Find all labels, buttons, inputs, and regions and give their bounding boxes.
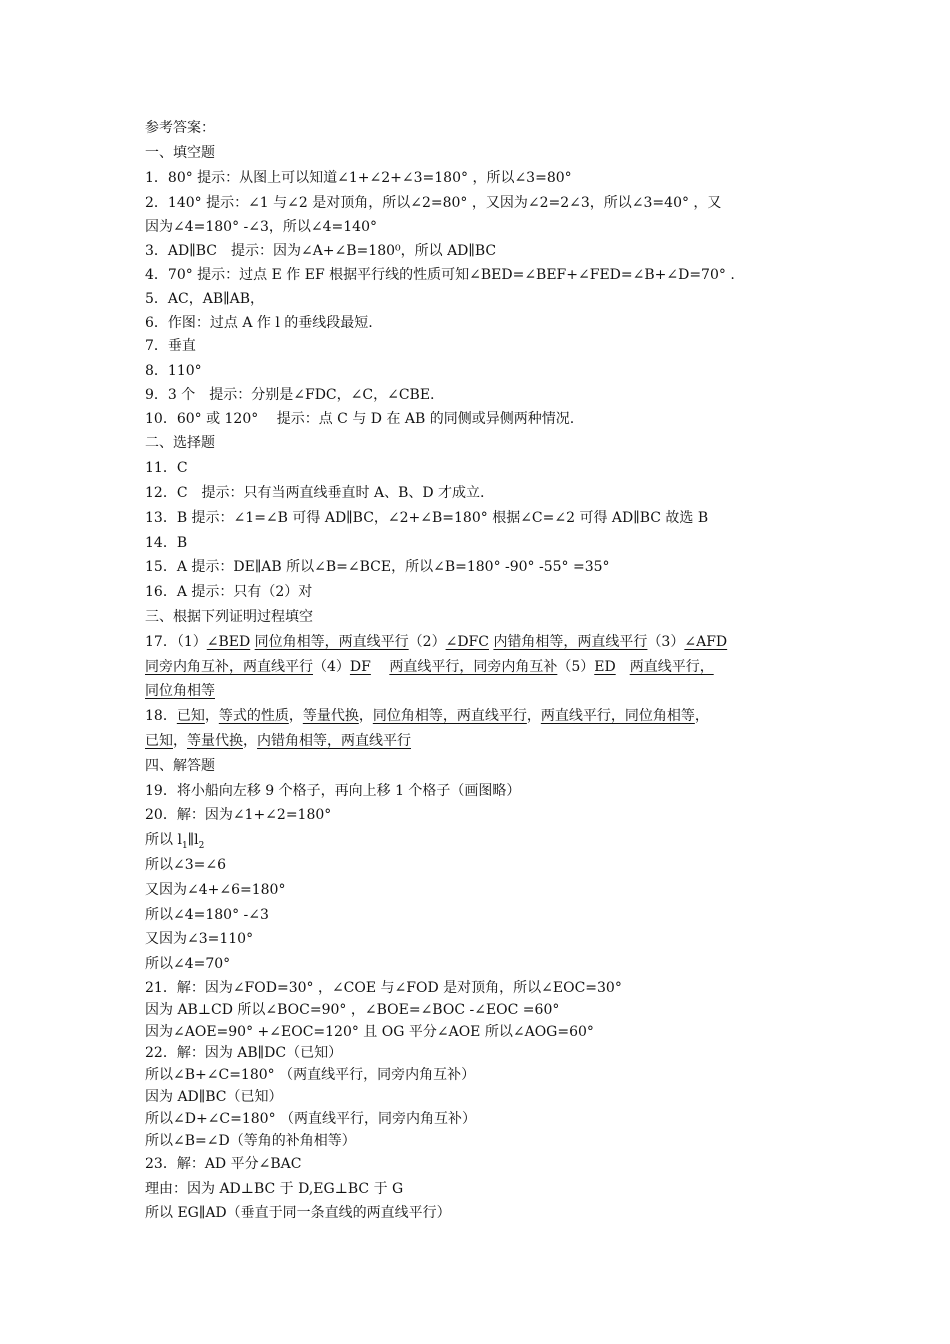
blank-answer: ED [594, 659, 616, 675]
blank-answer: 已知 [176, 708, 205, 724]
blank-answer: ∠AFD [684, 634, 728, 650]
answer-line: 8．110° [145, 363, 202, 379]
answer-line: 9．3 个 提示：分别是∠FDC，∠C，∠CBE. [145, 387, 435, 403]
answer-line: 所以∠4=70° [145, 956, 231, 972]
q18-line-1: 18．已知，等式的性质，等量代换，同位角相等，两直线平行，两直线平行，同位角相等， [145, 708, 709, 724]
q17-line-2: 同旁内角互补，两直线平行（4）DF 两直线平行，同旁内角互补（5）ED 两直线平行， [145, 659, 714, 675]
answer-line: 4．70° 提示：过点 E 作 EF 根据平行线的性质可知∠BED=∠BEF+∠FED=∠B+∠D=70° . [145, 267, 735, 283]
doc-title: 参考答案： [145, 120, 215, 136]
blank-answer: DF [349, 659, 371, 675]
answer-line: 15．A 提示：DE∥AB 所以∠B=∠BCE，所以∠B=180° -90° -55° =35° [145, 559, 610, 575]
answer-line: 因为 AB⊥CD 所以∠BOC=90° ，∠BOE=∠BOC -∠EOC =60° [145, 1002, 560, 1018]
answer-line: 12．C 提示：只有当两直线垂直时 A、B、D 才成立. [145, 485, 485, 501]
answer-line: 1．80° 提示：从图上可以知道∠1+∠2+∠3=180° ，所以∠3=80° [145, 170, 572, 186]
answer-line: 6．作图：过点 A 作 l 的垂线段最短. [145, 315, 373, 331]
blank-answer: 同位角相等，两直线平行 [254, 634, 409, 650]
answer-line: 所以∠B+∠C=180° （两直线平行，同旁内角互补） [145, 1067, 476, 1083]
answer-line: 19．将小船向左移 9 个格子，再向上移 1 个格子（画图略） [145, 783, 521, 799]
blank-answer: 同位角相等 [145, 683, 215, 699]
answer-line: 因为∠4=180° -∠3，所以∠4=140° [145, 219, 377, 235]
answer-line: 10．60° 或 120° 提示：点 C 与 D 在 AB 的同侧或异侧两种情况. [145, 411, 575, 427]
answer-line: 又因为∠4+∠6=180° [145, 882, 286, 898]
blank-answer: 两直线平行，同旁内角互补 [389, 659, 558, 675]
answer-line: 5．AC，AB∥AB， [145, 291, 264, 307]
answer-line: 所以 EG∥AD（垂直于同一条直线的两直线平行） [145, 1205, 451, 1221]
blank-answer: 等量代换 [187, 733, 243, 749]
blank-answer: 同位角相等，两直线平行 [372, 708, 527, 724]
section-heading: 三、根据下列证明过程填空 [145, 609, 313, 625]
answer-line: 理由：因为 AD⊥BC 于 D,EG⊥BC 于 G [145, 1181, 404, 1197]
answer-line: 22．解：因为 AB∥DC（已知） [145, 1045, 343, 1061]
answer-line: 所以∠D+∠C=180° （两直线平行，同旁内角互补） [145, 1111, 477, 1127]
answer-line: 7．垂直 [145, 338, 196, 354]
answer-line: 又因为∠3=110° [145, 931, 254, 947]
blank-answer: 等式的性质 [218, 708, 289, 724]
section-heading: 二、选择题 [145, 435, 215, 451]
q18-line-2: 已知，等量代换，内错角相等，两直线平行 [145, 733, 411, 749]
blank-answer: 同旁内角互补，两直线平行 [145, 659, 313, 675]
answer-line: 所以 $l_1\parallel l_2$ [145, 832, 205, 851]
blank-answer: 两直线平行，同位角相等 [540, 708, 695, 724]
q17-line-1: 17．（1）∠BED 同位角相等，两直线平行（2）∠DFC 内错角相等，两直线平行（3）∠AFD [145, 634, 728, 650]
answer-line: 14．B [145, 535, 188, 551]
answer-line: 13．B 提示：∠1=∠B 可得 AD∥BC，∠2+∠B=180° 根据∠C=∠2 可得 AD∥BC 故选 B [145, 510, 709, 526]
answer-line: 2．140° 提示：∠1 与∠2 是对顶角，所以∠2=80° ，又因为∠2=2∠3，所以∠3=40° ，又 [145, 195, 722, 211]
answer-line: 所以∠3=∠6 [145, 857, 227, 873]
answer-line: 因为 AD∥BC（已知） [145, 1089, 283, 1105]
answer-line: 20．解：因为∠1+∠2=180° [145, 807, 332, 823]
blank-answer: 两直线平行， [629, 659, 714, 675]
section-heading: 一、填空题 [145, 145, 215, 161]
blank-answer: 等量代换 [302, 708, 359, 724]
answer-line: 16．A 提示：只有（2）对 [145, 584, 313, 600]
answer-line: 3．AD∥BC 提示：因为∠A+∠B=180⁰，所以 AD∥BC [145, 243, 497, 259]
answer-line: 所以∠B=∠D（等角的补角相等） [145, 1133, 356, 1149]
section-heading: 四、解答题 [145, 758, 215, 774]
answer-line: 23．解：AD 平分∠BAC [145, 1156, 302, 1172]
blank-answer: ∠DFC [445, 634, 489, 650]
blank-answer: ∠BED [206, 634, 251, 650]
answer-line: 所以∠4=180° -∠3 [145, 907, 269, 923]
blank-answer: 已知 [145, 733, 173, 749]
blank-answer: 内错角相等，两直线平行 [257, 733, 411, 749]
answer-line: 11．C [145, 460, 188, 476]
answer-line: 21．解：因为∠FOD=30° ，∠COE 与∠FOD 是对顶角，所以∠EOC=30° [145, 980, 622, 996]
blank-answer: 内错角相等，两直线平行 [493, 634, 648, 650]
answer-line: 因为∠AOE=90° +∠EOC=120° 且 OG 平分∠AOE 所以∠AOG=60° [145, 1024, 594, 1040]
q17-line-3 [145, 681, 215, 701]
